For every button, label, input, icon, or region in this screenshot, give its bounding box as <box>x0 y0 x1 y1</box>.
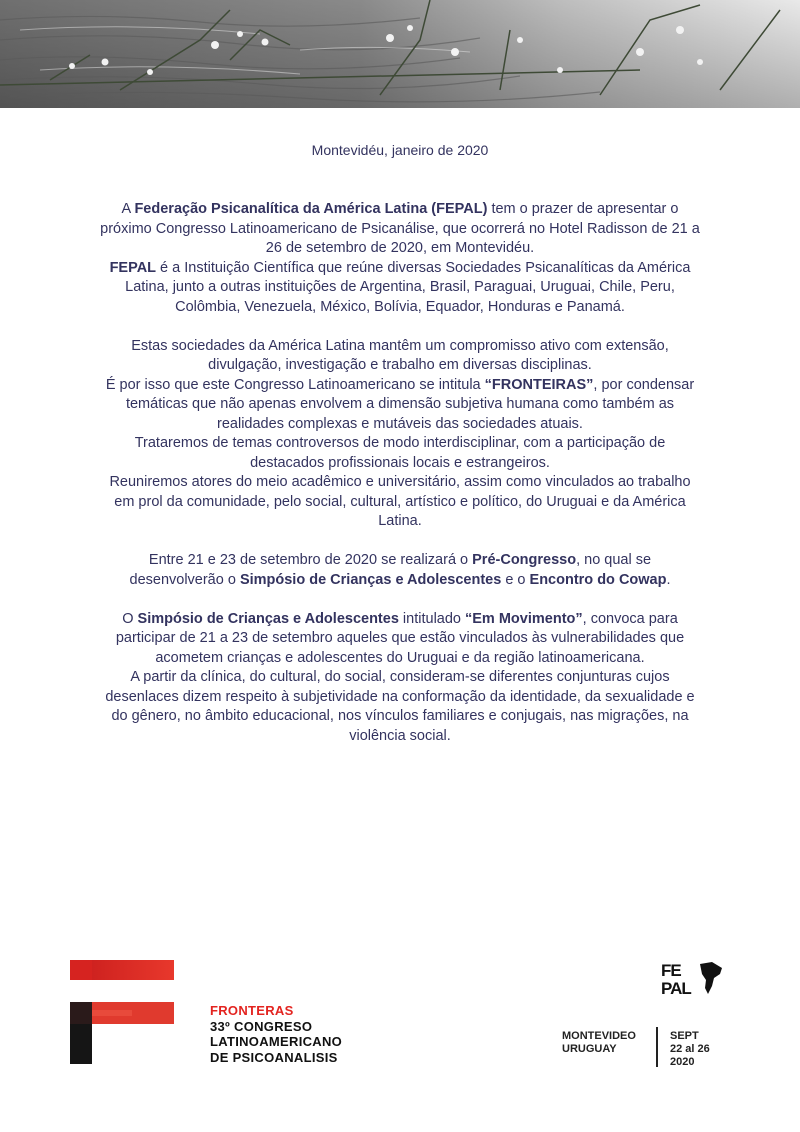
text-span: e o <box>501 571 530 588</box>
congress-title <box>210 1003 342 1065</box>
paragraph-intro <box>100 200 700 317</box>
text-span: Entre 21 e 23 de setembro de 2020 se realizará o <box>148 552 473 568</box>
svg-text:PAL: PAL <box>661 979 691 998</box>
symposium-title: “Em Movimento” <box>465 610 583 627</box>
text-span: , convoca para participar de 21 a 23 de setembro aqueles que estão vinculados às vulnerabilidades que acometem crianças e adolescentes do Uruguai e da região latinoamericana. <box>115 610 685 666</box>
svg-text:FE: FE <box>661 961 681 980</box>
event-year: 2020 <box>670 1056 695 1068</box>
cowap-label: Encontro do Cowap <box>529 571 667 588</box>
text-span: intitulado <box>398 610 466 627</box>
text-span: tem o prazer de apresentar o próximo Congresso Latinoamericano de Psicanálise, que ocorrerá no Hotel Radisson de 21 a 26 de setembro de 2020, em Montevidéu. <box>100 201 700 256</box>
text-span: é a Instituição Científica que reúne diversas Sociedades Psicanalíticas da América Latina, junto a outras instituições de Argentina, Brasil, Paraguai, Uruguai, Chile, Peru, Colômbia, Venezuela, México, Bolívia, Equador, Honduras e Panamá. <box>125 259 691 315</box>
text-span: , por condensar temáticas que não apenas envolvem a dimensão subjetiva humana como também as realidades complexas e mutáveis das sociedades atuais. <box>125 376 695 432</box>
text-span: Estas sociedades da América Latina mantêm um compromisso ativo com extensão, divulgação, investigação e trabalho em diversas disciplinas. <box>131 337 669 373</box>
symposium-label: Simpósio de Crianças e Adolescentes <box>239 571 502 588</box>
congress-name: FRONTERAS <box>210 1003 294 1018</box>
letter-body <box>100 200 700 766</box>
text-span: A partir da clínica, do cultural, do social, consideram-se diferentes conjunturas cujos desenlaces dizem respeito à subjetividade na conformação da identidade, da sexualidade e do gênero, no âmbito educacional, nos vínculos familiares e conjugais, nas migrações, na violência social. <box>105 669 695 744</box>
event-location <box>562 1030 636 1056</box>
text-span: Trataremos de temas controversos de modo interdisciplinar, com a participação de destacados profissionais locais e estrangeiros. <box>134 435 666 471</box>
congress-logo-icon <box>70 960 174 1064</box>
event-days: 22 al 26 <box>670 1043 710 1055</box>
congress-edition: 33º CONGRESO <box>210 1018 313 1034</box>
event-month: SEPT <box>670 1030 699 1042</box>
text-span: A <box>121 201 135 217</box>
text-span: Reuniremos atores do meio acadêmico e universitário, assim como vinculados ao trabalho em prol da comunidade, pelo social, cultural, artístico e político, do Uruguai e da América Latina. <box>109 474 691 529</box>
pre-congress-label: Pré-Congresso <box>472 552 577 568</box>
symposium-label: Simpósio de Crianças e Adolescentes <box>137 610 399 627</box>
fepal-logo-icon <box>660 958 726 998</box>
fepal-full-name: Federação Psicanalítica da América Latina (FEPAL) <box>134 201 488 217</box>
event-city: MONTEVIDEO <box>562 1030 636 1042</box>
event-country: URUGUAY <box>562 1043 617 1055</box>
header-photo <box>0 0 800 108</box>
congress-line: DE PSICOANALISIS <box>210 1049 338 1065</box>
event-dates <box>670 1030 710 1069</box>
date-line: Montevidéu, janeiro de 2020 <box>311 142 489 158</box>
paragraph-commitment <box>100 337 700 532</box>
congress-line: LATINOAMERICANO <box>210 1034 343 1049</box>
text-span: , no qual se desenvolverão o <box>129 552 652 588</box>
text-span: É por isso que este Congresso Latinoamericano se intitula <box>105 376 485 393</box>
text-span: . <box>666 571 671 588</box>
paragraph-symposium <box>100 610 700 747</box>
fepal-abbr: FEPAL <box>109 259 157 276</box>
text-span: O <box>122 610 138 627</box>
footer-divider <box>656 1027 658 1067</box>
paragraph-pre-congress <box>100 551 700 590</box>
congress-theme: “FRONTEIRAS” <box>484 376 594 393</box>
